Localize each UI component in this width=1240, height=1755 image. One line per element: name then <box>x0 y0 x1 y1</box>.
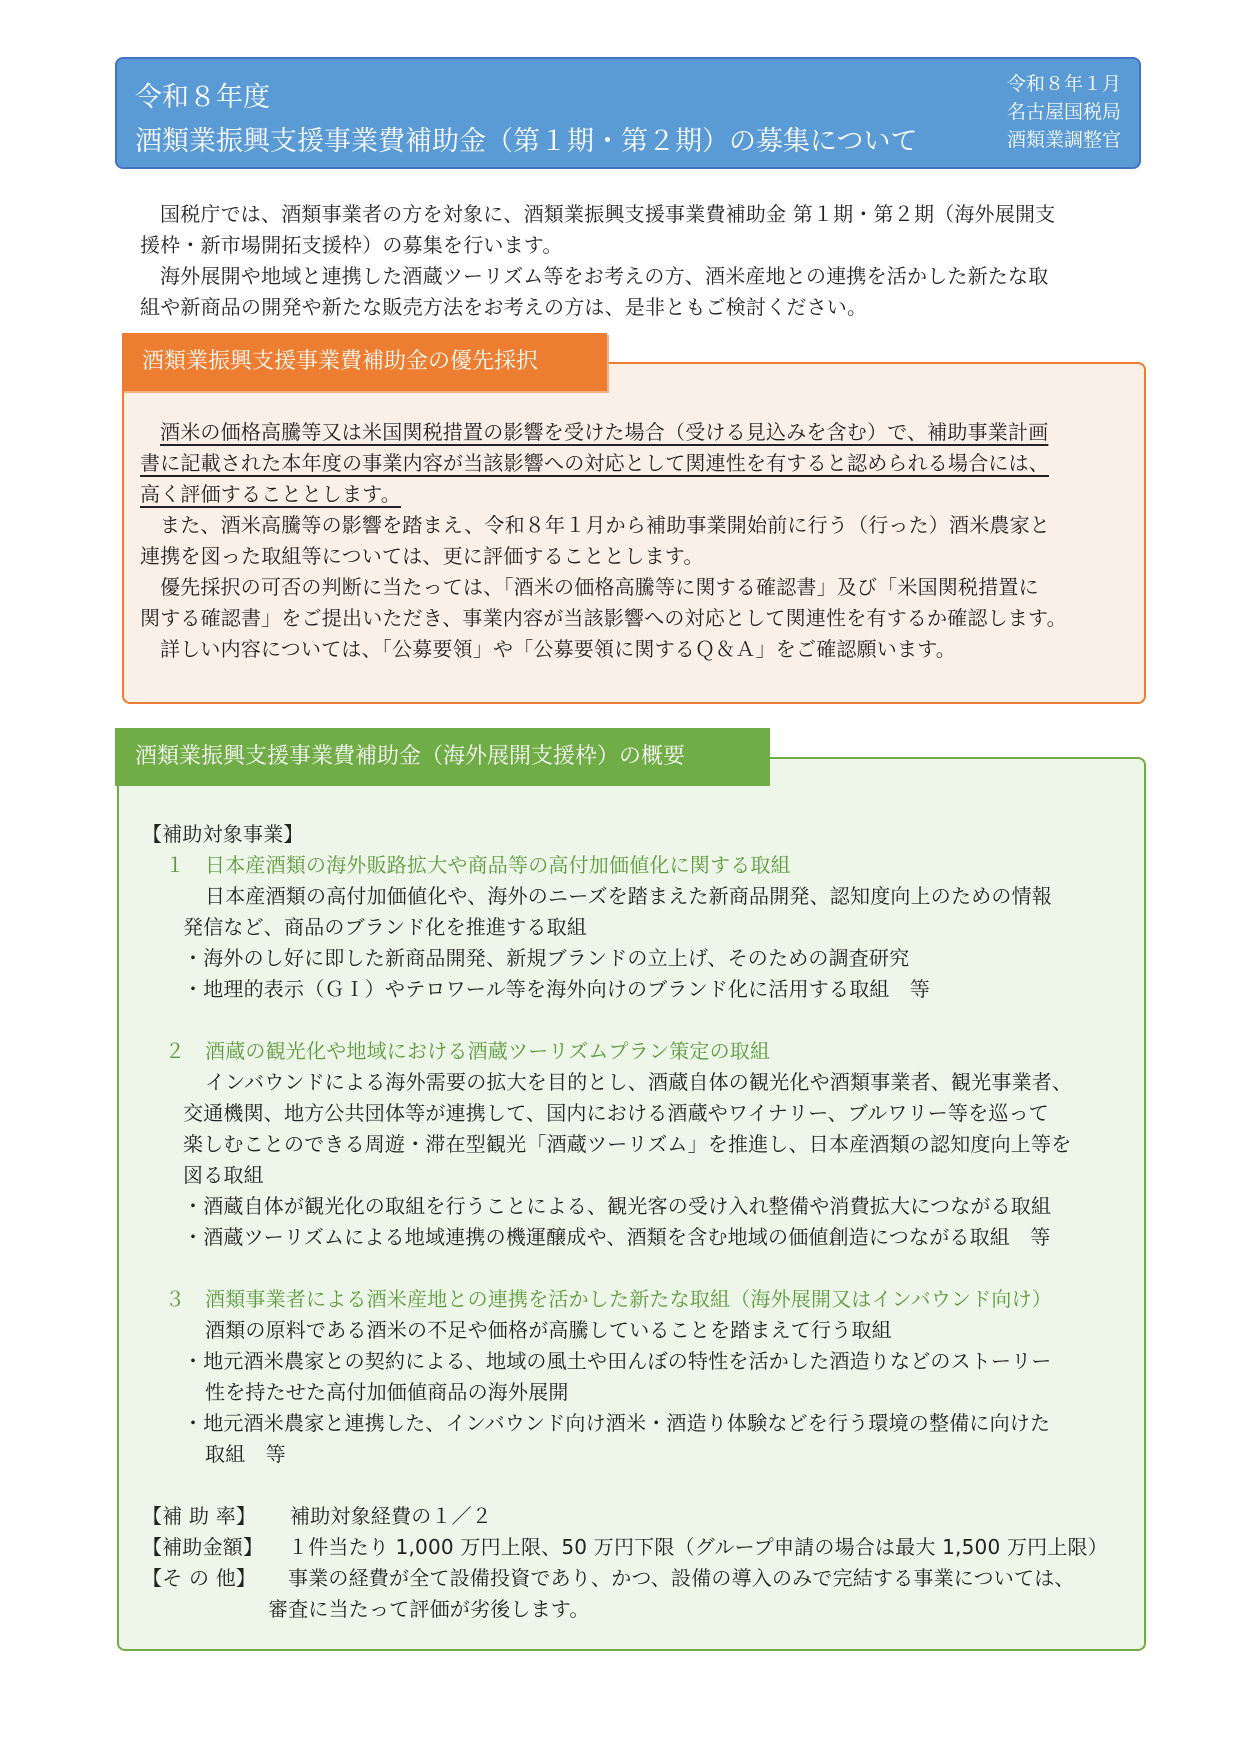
item-line: ・地元酒米農家との契約による、地域の風土や田んぼの特性を活かした酒造りなどのストーリー <box>183 1349 1052 1373</box>
intro-line: 組や新商品の開発や新たな販売方法をお考えの方は、是非ともご検討ください。 <box>140 295 868 319</box>
target-label: 【補助対象事業】 <box>142 822 304 846</box>
priority-line: 連携を図った取組等については、更に評価することとします。 <box>140 544 704 568</box>
term-label: 【補 助 率】 <box>142 1504 257 1528</box>
page-title: 酒類業振興支援事業費補助金（第１期・第２期）の募集について <box>135 126 918 157</box>
term-value: 事業の経費が全て設備投資であり、かつ、設備の導入のみで完結する事業については、 <box>288 1566 1075 1590</box>
item-line: 発信など、商品のブランド化を推進する取組 <box>183 915 587 939</box>
overview-heading: 酒類業振興支援事業費補助金（海外展開支援枠）の概要 <box>115 728 770 786</box>
issuer-dept: 酒類業調整官 <box>1006 129 1121 151</box>
term-value: １件当たり 1,000 万円上限、50 万円下限（グループ申請の場合は最大 1,500 万円上限） <box>288 1535 1108 1559</box>
term-value-cont: 審査に当たって評価が劣後します。 <box>268 1597 590 1621</box>
item-line: 楽しむことのできる周遊・滞在型観光「酒蔵ツーリズム」を推進し、日本産酒類の認知度向上等を <box>183 1132 1072 1156</box>
item-heading: 日本産酒類の海外販路拡大や商品等の高付加価値化に関する取組 <box>205 853 791 877</box>
item-heading: 酒類事業者による酒米産地との連携を活かした新たな取組（海外展開又はインバウンド向け） <box>205 1287 1052 1311</box>
item-line: ・海外のし好に即した新商品開発、新規ブランドの立上げ、そのための調査研究 <box>183 946 910 970</box>
item-line: ・酒蔵自体が観光化の取組を行うことによる、観光客の受け入れ整備や消費拡大につながる取組 <box>183 1194 1052 1218</box>
issuer-office: 名古屋国税局 <box>1006 101 1121 123</box>
term-label: 【補助金額】 <box>142 1535 264 1559</box>
item-line: 日本産酒類の高付加価値化や、海外のニーズを踏まえた新商品開発、認知度向上のための情報 <box>205 884 1052 908</box>
issue-date: 令和８年１月 <box>1006 73 1121 95</box>
item-number: ２ <box>165 1039 186 1063</box>
item-number: ３ <box>165 1287 186 1311</box>
priority-line: 酒米の価格高騰等又は米国関税措置の影響を受けた場合（受ける見込みを含む）で、補助事業計画 <box>160 420 1049 444</box>
item-number: １ <box>165 853 186 877</box>
item-line: ・地理的表示（ＧＩ）やテロワール等を海外向けのブランド化に活用する取組 等 <box>183 977 930 1001</box>
item-line: ・酒蔵ツーリズムによる地域連携の機運醸成や、酒類を含む地域の価値創造につながる取組 等 <box>183 1225 1051 1249</box>
term-label: 【そ の 他】 <box>142 1566 257 1590</box>
priority-line: 優先採択の可否の判断に当たっては、「酒米の価格高騰等に関する確認書」及び「米国関税措置に <box>160 575 1039 599</box>
intro-line: 国税庁では、酒類事業者の方を対象に、酒類業振興支援事業費補助金 第１期・第２期（海外展開支 <box>160 202 1056 226</box>
priority-line: 関する確認書」をご提出いただき、事業内容が当該影響への対応として関連性を有するか確認します。 <box>140 606 1067 630</box>
item-heading: 酒蔵の観光化や地域における酒蔵ツーリズムプラン策定の取組 <box>205 1039 771 1063</box>
priority-line: 高く評価することとします。 <box>140 482 401 506</box>
term-value: 補助対象経費の１／２ <box>290 1504 492 1528</box>
item-line: 性を持たせた高付加価値商品の海外展開 <box>205 1380 569 1404</box>
item-line: 酒類の原料である酒米の不足や価格が高騰していることを踏まえて行う取組 <box>205 1318 892 1342</box>
priority-heading: 酒類業振興支援事業費補助金の優先採択 <box>122 333 607 391</box>
priority-line: 書に記載された本年度の事業内容が当該影響への対応として関連性を有すると認められる場合には、 <box>140 451 1049 475</box>
item-line: 取組 等 <box>205 1442 286 1466</box>
intro-line: 海外展開や地域と連携した酒蔵ツーリズム等をお考えの方、酒米産地との連携を活かした新たな取 <box>160 264 1049 288</box>
item-line: 交通機関、地方公共団体等が連携して、国内における酒蔵やワイナリー、ブルワリー等を巡って <box>183 1101 1049 1125</box>
priority-line: 詳しい内容については、「公募要領」や「公募要領に関するＱ＆Ａ」をご確認願います。 <box>160 637 956 661</box>
item-line: 図る取組 <box>183 1163 264 1187</box>
title-banner <box>115 57 1141 169</box>
item-line: ・地元酒米農家と連携した、インバウンド向け酒米・酒造り体験などを行う環境の整備に向けた <box>183 1411 1051 1435</box>
priority-line: また、酒米高騰等の影響を踏まえ、令和８年１月から補助事業開始前に行う（行った）酒米農家と <box>160 513 1050 537</box>
item-line: インバウンドによる海外需要の拡大を目的とし、酒蔵自体の観光化や酒類事業者、観光事業者、 <box>205 1070 1073 1094</box>
intro-line: 援枠・新市場開拓支援枠）の募集を行います。 <box>140 233 563 257</box>
fiscal-year: 令和８年度 <box>135 82 270 113</box>
